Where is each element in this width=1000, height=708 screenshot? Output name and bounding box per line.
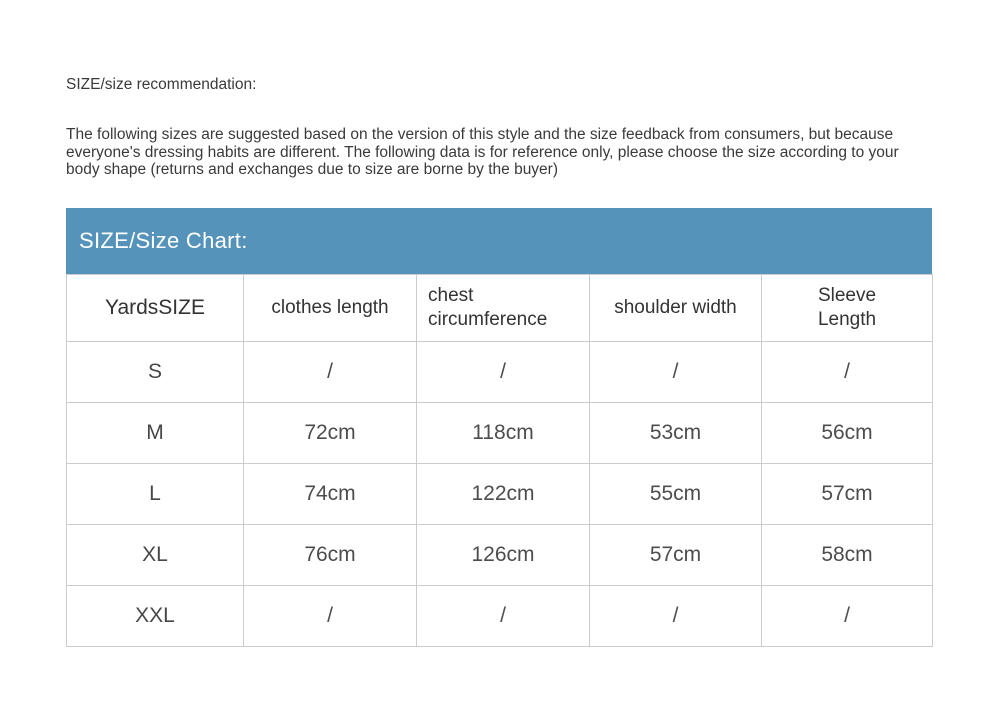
size-label-cell: M xyxy=(67,402,244,463)
sleeve-length-cell: 57cm xyxy=(762,463,933,524)
table-row-size-m xyxy=(67,402,933,463)
column-header-shoulder-width: shoulder width xyxy=(590,274,762,341)
table-row-size-xl xyxy=(67,524,933,585)
table-row-size-s xyxy=(67,341,933,402)
chest-circumference-cell: / xyxy=(417,585,590,646)
shoulder-width-cell: 53cm xyxy=(590,402,762,463)
sleeve-length-cell: / xyxy=(762,341,933,402)
column-header-clothes-length: clothes length xyxy=(244,274,417,341)
size-chart-header-bar xyxy=(66,208,932,274)
clothes-length-cell: 74cm xyxy=(244,463,417,524)
column-header-sleeve-length-label: Sleeve Length xyxy=(817,284,877,330)
table-row-size-l xyxy=(67,463,933,524)
shoulder-width-cell: 57cm xyxy=(590,524,762,585)
sleeve-length-cell: 58cm xyxy=(762,524,933,585)
column-header-chest-circumference xyxy=(417,274,590,341)
clothes-length-cell: 76cm xyxy=(244,524,417,585)
table-row-size-xxl xyxy=(67,585,933,646)
clothes-length-cell: / xyxy=(244,341,417,402)
shoulder-width-cell: 55cm xyxy=(590,463,762,524)
shoulder-width-cell: / xyxy=(590,341,762,402)
table-header-row xyxy=(67,274,933,341)
size-recommendation-section xyxy=(66,0,932,647)
size-chart-title: SIZE/Size Chart: xyxy=(79,227,248,253)
sleeve-length-cell: / xyxy=(762,585,933,646)
chest-circumference-cell: 118cm xyxy=(417,402,590,463)
column-header-sleeve-length xyxy=(762,274,933,341)
shoulder-width-cell: / xyxy=(590,585,762,646)
sleeve-length-cell: 56cm xyxy=(762,402,933,463)
size-label-cell: XL xyxy=(67,524,244,585)
clothes-length-cell: 72cm xyxy=(244,402,417,463)
size-label-cell: XXL xyxy=(67,585,244,646)
chest-circumference-cell: 126cm xyxy=(417,524,590,585)
size-chart-table xyxy=(66,274,933,647)
size-recommendation-text: The following sizes are suggested based on the version of this style and the size feedback from consumers, but because everyone's dressing habits are different. The following data is for reference only, please choose the size according to your body shape (returns and exchanges due to size are borne by the buyer) xyxy=(66,126,899,178)
size-recommendation-title: SIZE/size recommendation: xyxy=(66,76,257,93)
chest-circumference-cell: / xyxy=(417,341,590,402)
column-header-chest-circumference-label: chest circumference xyxy=(428,284,548,330)
clothes-length-cell: / xyxy=(244,585,417,646)
chest-circumference-cell: 122cm xyxy=(417,463,590,524)
size-label-cell: L xyxy=(67,463,244,524)
size-label-cell: S xyxy=(67,341,244,402)
column-header-yards-size: YardsSIZE xyxy=(67,274,244,341)
